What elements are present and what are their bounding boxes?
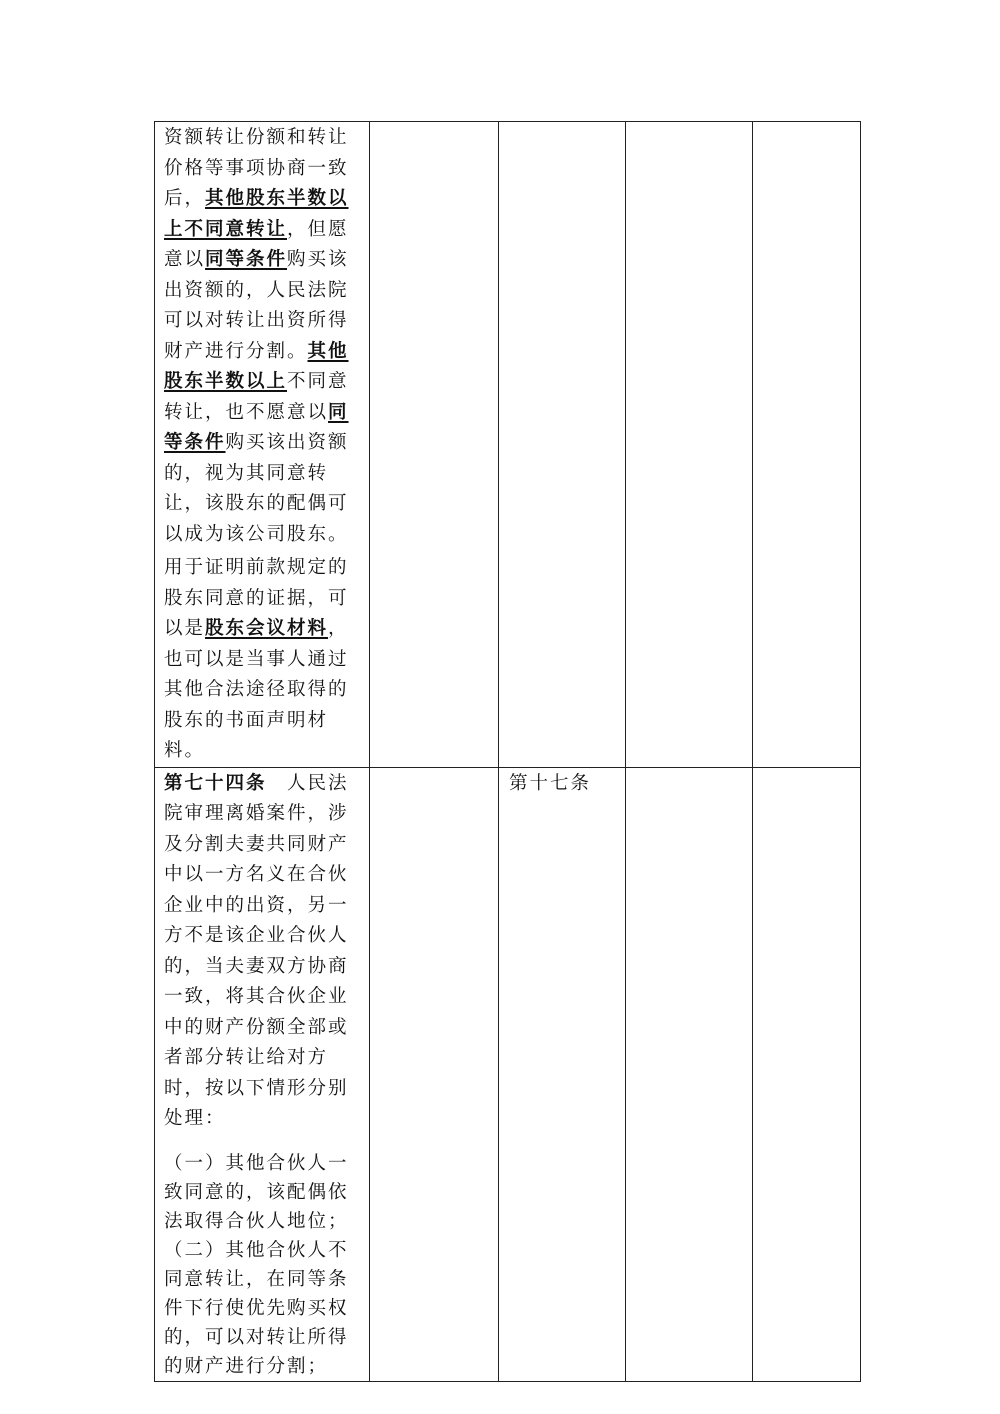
table-cell-empty	[370, 122, 499, 768]
cell-text	[626, 768, 752, 769]
text-run: ，也可以是当事人通过其他合法途径取得的股东的书面声明材料。	[164, 618, 349, 761]
table-cell-provision-text	[155, 122, 370, 768]
text-run: 人民法院审理离婚案件，涉及分割夫妻共同财产中以一方名义在合伙企业中的出资，另一方不是该企业合伙人的，当夫妻双方协商一致，将其合伙企业中的财产份额全部或者部分转让给对方时，按以下情形分别处理：	[164, 772, 349, 1129]
table-row	[155, 767, 861, 1381]
paragraph	[164, 769, 361, 1135]
article-number: 第七十四条	[164, 772, 267, 794]
paragraph	[164, 123, 361, 550]
table-cell-provision-text	[155, 767, 370, 1381]
emphasis-text: 其他股东半数以上	[164, 340, 349, 392]
comparison-table	[154, 121, 861, 1382]
table-cell-empty	[370, 767, 499, 1381]
cell-text	[499, 122, 625, 123]
text-run: 购买该出资额的，人民法院可以对转让出资所得财产进行分割。	[164, 249, 349, 362]
article-reference: 第十七条	[509, 772, 592, 794]
text-run: ，但愿意以	[164, 218, 349, 270]
text-run	[267, 773, 288, 794]
list-item: （一）其他合伙人一致同意的，该配偶依法取得合伙人地位；	[164, 1152, 349, 1232]
text-run: 资额转让份额和转让价格等事项协商一致后，	[164, 127, 349, 209]
cell-text	[753, 122, 860, 123]
table-cell-reference	[499, 767, 626, 1381]
provision-text-block	[155, 122, 369, 767]
list-item: （二）其他合伙人不同意转让，在同等条件下行使优先购买权的，可以对转让所得的财产进行分割；	[164, 1239, 349, 1377]
paragraph	[164, 553, 361, 767]
table-row	[155, 122, 861, 768]
table-cell-empty	[499, 122, 626, 768]
table-cell-empty	[753, 122, 861, 768]
emphasis-text: 股东会议材料	[205, 618, 329, 639]
text-run: 用于证明前款规定的股东同意的证据，可以是	[164, 557, 349, 639]
emphasis-text: 同等条件	[205, 249, 288, 270]
cell-text	[626, 122, 752, 123]
table-cell-empty	[626, 767, 753, 1381]
emphasis-text: 同等条件	[164, 401, 349, 453]
provision-text-block	[155, 768, 369, 1381]
cell-text	[370, 122, 498, 123]
text-run: 不同意转让，也不愿意以	[164, 371, 349, 423]
cell-text	[370, 768, 498, 769]
text-run: 购买该出资额的，视为其同意转让，该股东的配偶可以成为该公司股东。	[164, 432, 349, 545]
emphasis-text: 其他股东半数以上不同意转让	[164, 188, 349, 240]
cell-text	[753, 768, 860, 769]
paragraph	[164, 1149, 361, 1381]
table-cell-empty	[753, 767, 861, 1381]
table-cell-empty	[626, 122, 753, 768]
